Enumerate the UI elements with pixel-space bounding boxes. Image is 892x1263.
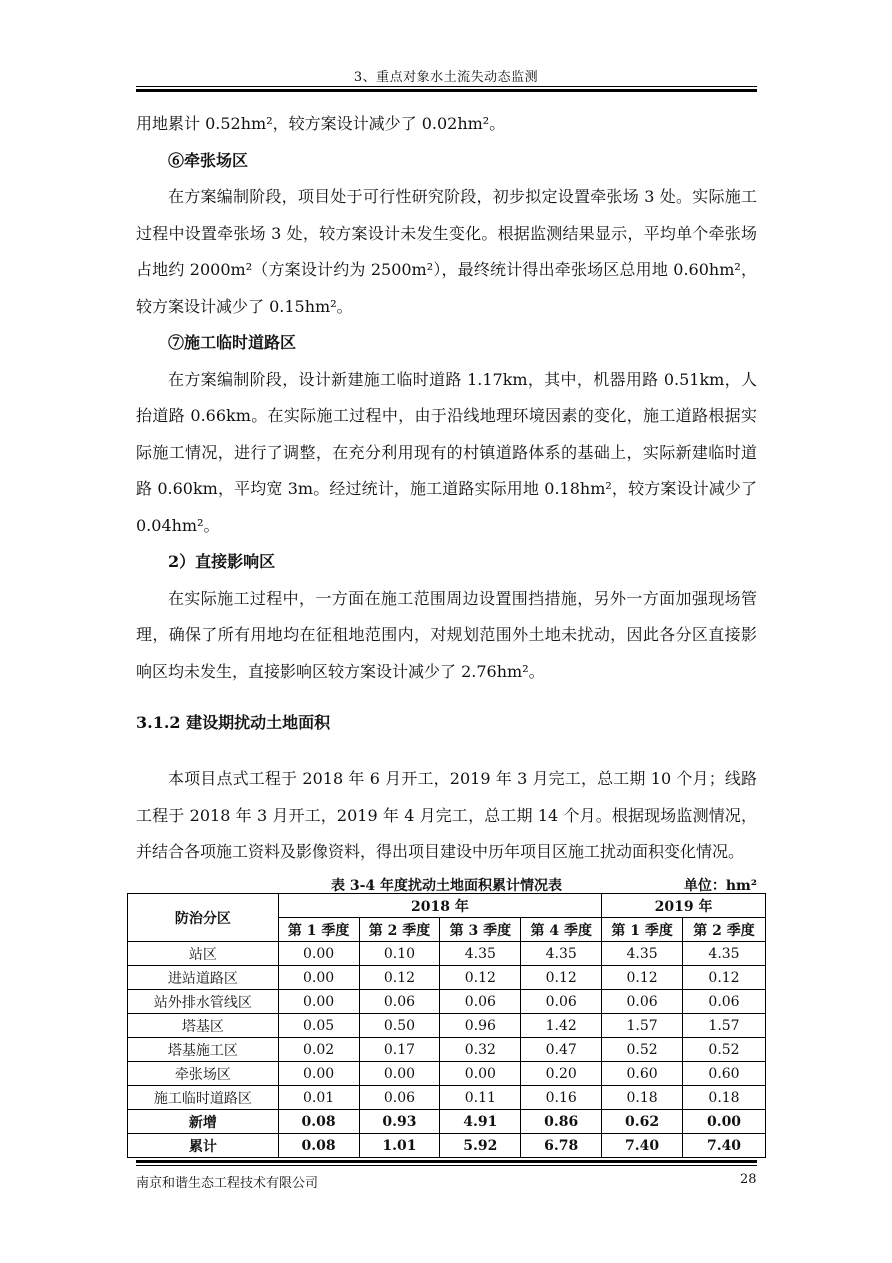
table-row <box>128 942 766 966</box>
table-cell: 0.06 <box>602 990 683 1014</box>
table-cell: 4.91 <box>440 1110 521 1134</box>
table-cell: 0.00 <box>278 990 359 1014</box>
table-cell: 1.57 <box>602 1014 683 1038</box>
row-label: 累计 <box>128 1134 279 1158</box>
row-label: 新增 <box>128 1110 279 1134</box>
col-header-quarter: 第 4 季度 <box>521 918 602 942</box>
table-cell: 0.60 <box>602 1062 683 1086</box>
paragraph: 本项目点式工程于 2018 年 6 月开工，2019 年 3 月完工，总工期 10 个月；线路工程于 2018 年 3 月开工，2019 年 4 月完工，总工期 14 个月。根据现场监测情况，并结合各项施工资料及影像资料，得出项目建设中历年项目区施工扰动面积变化情况。 <box>136 769 757 861</box>
row-label: 牵张场区 <box>128 1062 279 1086</box>
table-cell: 0.12 <box>602 966 683 990</box>
footer-rule-thick <box>136 1160 757 1163</box>
table-cell: 0.12 <box>683 966 766 990</box>
table-cell: 0.62 <box>602 1110 683 1134</box>
table-cell: 0.08 <box>278 1110 359 1134</box>
header-rule-thin <box>136 86 757 87</box>
table-cell: 0.20 <box>521 1062 602 1086</box>
table-cell: 0.93 <box>359 1110 440 1134</box>
col-header-quarter: 第 3 季度 <box>440 918 521 942</box>
table-row <box>128 1110 766 1134</box>
col-header-quarter: 第 2 季度 <box>683 918 766 942</box>
table-cell: 0.96 <box>440 1014 521 1038</box>
header-rule-thick <box>136 89 757 92</box>
table-row <box>128 1134 766 1158</box>
table-cell: 7.40 <box>602 1134 683 1158</box>
paragraph: 在实际施工过程中，一方面在施工范围周边设置围挡措施，另外一方面加强现场管理，确保了所有用地均在征租地范围内，对规划范围外土地未扰动，因此各分区直接影响区均未发生，直接影响区较方案设计减少了 2.76hm²。 <box>136 588 757 681</box>
table-cell: 0.02 <box>278 1038 359 1062</box>
paragraph: 在方案编制阶段，项目处于可行性研究阶段，初步拟定设置牵张场 3 处。实际施工过程中设置牵张场 3 处，较方案设计未发生变化。根据监测结果显示，平均单个牵张场占地约 2000m²（方案设计约为 2500m²），最终统计得出牵张场区总用地 0.60hm²，较方案设计减少了 0.15hm²。 <box>136 187 757 316</box>
table-cell: 0.50 <box>359 1014 440 1038</box>
table-cell: 0.00 <box>278 1062 359 1086</box>
table-cell: 0.12 <box>359 966 440 990</box>
table-cell: 0.06 <box>521 990 602 1014</box>
col-header-2019: 2019 年 <box>602 894 766 918</box>
table-cell: 0.47 <box>521 1038 602 1062</box>
table-row <box>128 1038 766 1062</box>
table-cell: 0.06 <box>359 1086 440 1110</box>
col-header-quarter: 第 1 季度 <box>278 918 359 942</box>
table-row <box>128 1086 766 1110</box>
table-cell: 0.52 <box>683 1038 766 1062</box>
subheading-temp-road: ⑦施工临时道路区 <box>168 333 297 352</box>
table-cell: 0.52 <box>602 1038 683 1062</box>
col-header-zone: 防治分区 <box>128 894 279 942</box>
table-cell: 0.08 <box>278 1134 359 1158</box>
col-header-2018: 2018 年 <box>278 894 602 918</box>
footer-rule-thin <box>136 1165 757 1166</box>
table-cell: 1.57 <box>683 1014 766 1038</box>
row-label: 进站道路区 <box>128 966 279 990</box>
subheading-direct-impact: 2）直接影响区 <box>168 552 276 571</box>
table-cell: 0.00 <box>359 1062 440 1086</box>
col-header-quarter: 第 1 季度 <box>602 918 683 942</box>
table-cell: 4.35 <box>521 942 602 966</box>
table-row <box>128 1062 766 1086</box>
table-title: 表 3-4 年度扰动土地面积累计情况表 <box>330 877 563 894</box>
table-cell: 0.18 <box>683 1086 766 1110</box>
row-label: 塔基施工区 <box>128 1038 279 1062</box>
table-cell: 0.11 <box>440 1086 521 1110</box>
table-row <box>128 966 766 990</box>
col-header-quarter: 第 2 季度 <box>359 918 440 942</box>
table-cell: 0.17 <box>359 1038 440 1062</box>
section-heading: 3.1.2 建设期扰动土地面积 <box>136 713 331 732</box>
footer-company: 南京和谐生态工程技术有限公司 <box>136 1176 319 1191</box>
table-cell: 0.05 <box>278 1014 359 1038</box>
table-cell: 0.00 <box>278 942 359 966</box>
table-cell: 0.12 <box>440 966 521 990</box>
row-label: 塔基区 <box>128 1014 279 1038</box>
table-cell: 0.12 <box>521 966 602 990</box>
table-cell: 7.40 <box>683 1134 766 1158</box>
table-unit: 单位：hm² <box>683 877 757 894</box>
row-label: 站区 <box>128 942 279 966</box>
table-row <box>128 1014 766 1038</box>
table-cell: 0.10 <box>359 942 440 966</box>
table-cell: 0.00 <box>440 1062 521 1086</box>
table-cell: 0.00 <box>278 966 359 990</box>
table-cell: 0.60 <box>683 1062 766 1086</box>
paragraph: 用地累计 0.52hm²，较方案设计减少了 0.02hm²。 <box>136 114 506 133</box>
table-cell: 0.06 <box>359 990 440 1014</box>
table-row <box>128 990 766 1014</box>
table-cell: 1.01 <box>359 1134 440 1158</box>
disturbance-area-table <box>127 893 766 1158</box>
table-cell: 0.06 <box>683 990 766 1014</box>
page-number: 28 <box>740 1172 757 1187</box>
row-label: 施工临时道路区 <box>128 1086 279 1110</box>
table-cell: 0.00 <box>683 1110 766 1134</box>
paragraph: 在方案编制阶段，设计新建施工临时道路 1.17km，其中，机器用路 0.51km，人抬道路 0.66km。在实际施工过程中，由于沿线地理环境因素的变化，施工道路根据实际施工情况，进行了调整，在充分利用现有的村镇道路体系的基础上，实际新建临时道路 0.60km，平均宽 3m。经过统计，施工道路实际用地 0.18hm²，较方案设计减少了 0.04hm²。 <box>136 369 757 535</box>
table-cell: 0.18 <box>602 1086 683 1110</box>
table-cell: 4.35 <box>602 942 683 966</box>
subheading-tension-site: ⑥牵张场区 <box>168 150 249 170</box>
table-cell: 1.42 <box>521 1014 602 1038</box>
table-cell: 4.35 <box>683 942 766 966</box>
table-cell: 0.86 <box>521 1110 602 1134</box>
table-cell: 6.78 <box>521 1134 602 1158</box>
page-header: 3、重点对象水土流失动态监测 <box>353 70 539 85</box>
table-cell: 0.32 <box>440 1038 521 1062</box>
table-cell: 0.06 <box>440 990 521 1014</box>
row-label: 站外排水管线区 <box>128 990 279 1014</box>
table-cell: 4.35 <box>440 942 521 966</box>
table-cell: 0.01 <box>278 1086 359 1110</box>
table-cell: 0.16 <box>521 1086 602 1110</box>
page-body <box>136 106 757 895</box>
table-cell: 5.92 <box>440 1134 521 1158</box>
table-caption <box>136 873 757 895</box>
